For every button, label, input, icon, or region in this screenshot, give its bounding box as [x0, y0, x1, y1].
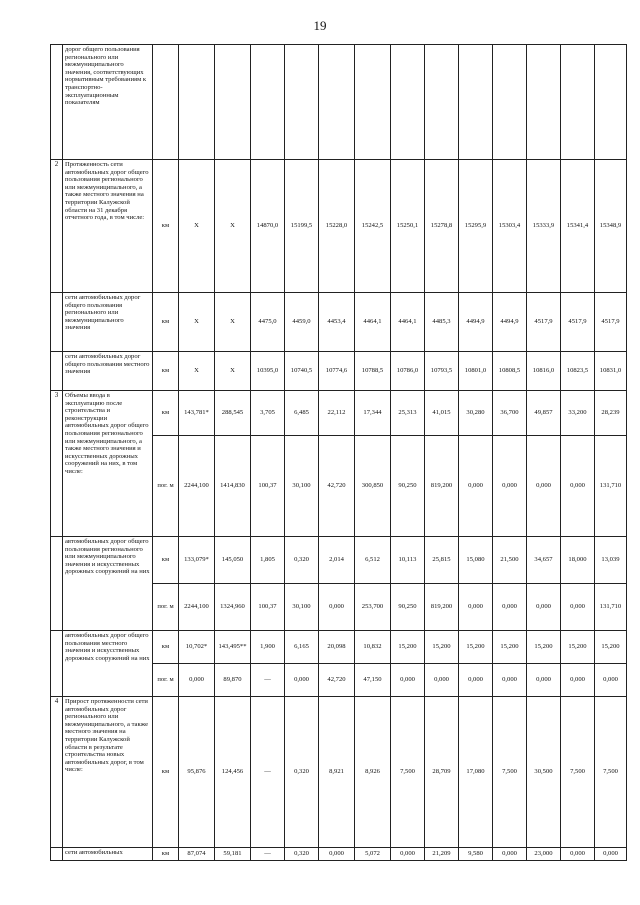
cell-value: Х: [179, 160, 215, 293]
cell-value: 0,000: [391, 664, 425, 697]
indicator-table: [50, 44, 627, 861]
table-row: [51, 352, 627, 391]
cell-value: 100,37: [251, 436, 285, 537]
table-row: [51, 160, 627, 293]
cell-value: 1,805: [251, 537, 285, 584]
cell-value: [179, 45, 215, 160]
cell-value: 0,000: [527, 664, 561, 697]
row-number: [51, 848, 63, 861]
cell-value: 14870,0: [251, 160, 285, 293]
cell-value: [251, 45, 285, 160]
cell-value: [493, 45, 527, 160]
cell-value: 9,580: [459, 848, 493, 861]
cell-value: 8,921: [319, 697, 355, 848]
cell-value: 42,720: [319, 664, 355, 697]
cell-value: 0,320: [285, 848, 319, 861]
row-description: сети автомобильных: [63, 848, 153, 861]
cell-value: 133,079*: [179, 537, 215, 584]
cell-value: 5,072: [355, 848, 391, 861]
cell-value: 10,832: [355, 631, 391, 664]
cell-value: 100,37: [251, 584, 285, 631]
cell-value: 10793,5: [425, 352, 459, 391]
table-row: [51, 391, 627, 436]
cell-value: 95,876: [179, 697, 215, 848]
cell-value: 1414,830: [215, 436, 251, 537]
row-number: [51, 631, 63, 697]
cell-value: 36,700: [493, 391, 527, 436]
cell-value: 300,850: [355, 436, 391, 537]
row-unit: км: [153, 293, 179, 352]
row-number: 2: [51, 160, 63, 293]
cell-value: 15,200: [459, 631, 493, 664]
cell-value: Х: [179, 352, 215, 391]
cell-value: 4475,0: [251, 293, 285, 352]
row-unit: км: [153, 537, 179, 584]
cell-value: 87,074: [179, 848, 215, 861]
cell-value: 10801,0: [459, 352, 493, 391]
cell-value: 25,815: [425, 537, 459, 584]
cell-value: 1,900: [251, 631, 285, 664]
page-number: 19: [313, 18, 327, 33]
cell-value: 25,313: [391, 391, 425, 436]
cell-value: 13,039: [595, 537, 627, 584]
cell-value: 41,015: [425, 391, 459, 436]
cell-value: 42,720: [319, 436, 355, 537]
cell-value: 0,000: [459, 584, 493, 631]
cell-value: 0,000: [493, 436, 527, 537]
cell-value: 10808,5: [493, 352, 527, 391]
row-description: автомобильных дорог общего пользования местного значения и искусственных дорожных сооружений на них: [63, 631, 153, 697]
cell-value: 10823,5: [561, 352, 595, 391]
cell-value: 0,320: [285, 697, 319, 848]
row-description: автомобильных дорог общего пользования регионального или межмуниципального значения и искусственных дорожных сооружений на них: [63, 537, 153, 631]
row-number: 4: [51, 697, 63, 848]
cell-value: 89,870: [215, 664, 251, 697]
cell-value: 143,495**: [215, 631, 251, 664]
table-row: [51, 697, 627, 848]
cell-value: 15333,9: [527, 160, 561, 293]
cell-value: 4453,4: [319, 293, 355, 352]
cell-value: 90,250: [391, 584, 425, 631]
cell-value: —: [251, 848, 285, 861]
cell-value: [459, 45, 493, 160]
cell-value: 10,702*: [179, 631, 215, 664]
cell-value: 47,150: [355, 664, 391, 697]
cell-value: 18,000: [561, 537, 595, 584]
row-unit: пог. м: [153, 436, 179, 537]
row-description: Объемы ввода в эксплуатацию после строительства и реконструкции автомобильных дорог общего пользования регионального или межмуниципального, а также местного значения и искусственных дорожных сооружений на них, в том числе:: [63, 391, 153, 537]
cell-value: 0,000: [595, 664, 627, 697]
cell-value: 20,098: [319, 631, 355, 664]
cell-value: 0,000: [391, 848, 425, 861]
cell-value: 23,000: [527, 848, 561, 861]
cell-value: 22,112: [319, 391, 355, 436]
cell-value: 10395,0: [251, 352, 285, 391]
cell-value: 253,700: [355, 584, 391, 631]
cell-value: 28,239: [595, 391, 627, 436]
cell-value: 0,000: [561, 584, 595, 631]
cell-value: 15303,4: [493, 160, 527, 293]
cell-value: 15278,8: [425, 160, 459, 293]
row-unit: км: [153, 631, 179, 664]
row-unit: км: [153, 391, 179, 436]
cell-value: Х: [215, 352, 251, 391]
cell-value: 4517,9: [595, 293, 627, 352]
cell-value: 4464,1: [391, 293, 425, 352]
cell-value: 0,000: [459, 436, 493, 537]
cell-value: 30,100: [285, 584, 319, 631]
table-row: [51, 848, 627, 861]
cell-value: 4459,0: [285, 293, 319, 352]
cell-value: [561, 45, 595, 160]
row-unit: км: [153, 160, 179, 293]
cell-value: 21,500: [493, 537, 527, 584]
cell-value: 131,710: [595, 436, 627, 537]
cell-value: 15228,0: [319, 160, 355, 293]
cell-value: 15,200: [595, 631, 627, 664]
cell-value: 15199,5: [285, 160, 319, 293]
cell-value: 131,710: [595, 584, 627, 631]
cell-value: [355, 45, 391, 160]
cell-value: 0,000: [561, 848, 595, 861]
row-description: сети автомобильных дорог общего пользования местного значения: [63, 352, 153, 391]
row-unit: пог. м: [153, 664, 179, 697]
cell-value: 0,000: [493, 584, 527, 631]
row-unit: пог. м: [153, 584, 179, 631]
row-description: дорог общего пользования регионального или межмуниципального значения, соответствующих нормативным требованиям к транспортно-эксплуатационным показателям: [63, 45, 153, 160]
cell-value: —: [251, 664, 285, 697]
cell-value: 6,485: [285, 391, 319, 436]
cell-value: 10816,0: [527, 352, 561, 391]
cell-value: [319, 45, 355, 160]
cell-value: 30,100: [285, 436, 319, 537]
table-row: [51, 631, 627, 664]
cell-value: 15341,4: [561, 160, 595, 293]
cell-value: 1324,960: [215, 584, 251, 631]
cell-value: 4517,9: [527, 293, 561, 352]
cell-value: Х: [215, 293, 251, 352]
cell-value: 15250,1: [391, 160, 425, 293]
cell-value: 10831,0: [595, 352, 627, 391]
cell-value: 15,200: [561, 631, 595, 664]
cell-value: 15295,9: [459, 160, 493, 293]
cell-value: 3,705: [251, 391, 285, 436]
cell-value: 7,500: [595, 697, 627, 848]
cell-value: 819,200: [425, 436, 459, 537]
table-row: [51, 45, 627, 160]
cell-value: 0,000: [595, 848, 627, 861]
cell-value: 30,280: [459, 391, 493, 436]
cell-value: 8,926: [355, 697, 391, 848]
cell-value: 145,050: [215, 537, 251, 584]
cell-value: 288,545: [215, 391, 251, 436]
row-description: Прирост протяженности сети автомобильных дорог регионального или межмуниципального, а также местного значения на территории Калужской области в результате строительства новых автомобильных дорог, в том числе:: [63, 697, 153, 848]
cell-value: 0,000: [425, 664, 459, 697]
row-unit: км: [153, 848, 179, 861]
row-number: [51, 537, 63, 631]
cell-value: 10740,5: [285, 352, 319, 391]
row-description: сети автомобильных дорог общего пользования регионального или межмуниципального значения: [63, 293, 153, 352]
cell-value: 0,000: [285, 664, 319, 697]
cell-value: 0,000: [319, 848, 355, 861]
cell-value: 17,080: [459, 697, 493, 848]
row-unit: км: [153, 697, 179, 848]
cell-value: 15,200: [527, 631, 561, 664]
cell-value: 10788,5: [355, 352, 391, 391]
cell-value: 49,857: [527, 391, 561, 436]
cell-value: 2244,100: [179, 584, 215, 631]
cell-value: [595, 45, 627, 160]
cell-value: 4464,1: [355, 293, 391, 352]
table-row: [51, 293, 627, 352]
row-number: [51, 45, 63, 160]
row-description: Протяженность сети автомобильных дорог общего пользования регионального или межмуниципального, а также местного значения на территории Калужской области на 31 декабря отчетного года, в том числе:: [63, 160, 153, 293]
cell-value: 7,500: [391, 697, 425, 848]
cell-value: [425, 45, 459, 160]
cell-value: 2244,100: [179, 436, 215, 537]
cell-value: 0,000: [319, 584, 355, 631]
cell-value: [527, 45, 561, 160]
cell-value: 7,500: [561, 697, 595, 848]
cell-value: 15,080: [459, 537, 493, 584]
cell-value: 28,709: [425, 697, 459, 848]
cell-value: 0,000: [493, 848, 527, 861]
cell-value: 15348,9: [595, 160, 627, 293]
cell-value: 4494,9: [459, 293, 493, 352]
cell-value: 15242,5: [355, 160, 391, 293]
cell-value: 124,456: [215, 697, 251, 848]
cell-value: 30,500: [527, 697, 561, 848]
cell-value: 0,000: [561, 664, 595, 697]
cell-value: 6,165: [285, 631, 319, 664]
cell-value: [391, 45, 425, 160]
cell-value: 0,000: [527, 436, 561, 537]
cell-value: 0,000: [493, 664, 527, 697]
cell-value: [285, 45, 319, 160]
cell-value: 59,181: [215, 848, 251, 861]
cell-value: 4485,3: [425, 293, 459, 352]
cell-value: 15,200: [425, 631, 459, 664]
cell-value: Х: [179, 293, 215, 352]
row-number: 3: [51, 391, 63, 537]
cell-value: 4517,9: [561, 293, 595, 352]
cell-value: 34,657: [527, 537, 561, 584]
cell-value: 15,200: [391, 631, 425, 664]
cell-value: 10786,0: [391, 352, 425, 391]
cell-value: 819,200: [425, 584, 459, 631]
cell-value: 7,500: [493, 697, 527, 848]
cell-value: 6,512: [355, 537, 391, 584]
cell-value: 10774,6: [319, 352, 355, 391]
cell-value: 15,200: [493, 631, 527, 664]
cell-value: 90,250: [391, 436, 425, 537]
cell-value: 4494,9: [493, 293, 527, 352]
row-unit: [153, 45, 179, 160]
row-number: [51, 352, 63, 391]
cell-value: 33,200: [561, 391, 595, 436]
cell-value: 10,113: [391, 537, 425, 584]
cell-value: Х: [215, 160, 251, 293]
cell-value: 0,000: [459, 664, 493, 697]
cell-value: 2,014: [319, 537, 355, 584]
cell-value: —: [251, 697, 285, 848]
table-row: [51, 537, 627, 584]
cell-value: 0,320: [285, 537, 319, 584]
cell-value: 17,344: [355, 391, 391, 436]
cell-value: [215, 45, 251, 160]
cell-value: 143,781*: [179, 391, 215, 436]
cell-value: 0,000: [561, 436, 595, 537]
row-unit: км: [153, 352, 179, 391]
row-number: [51, 293, 63, 352]
cell-value: 0,000: [527, 584, 561, 631]
cell-value: 0,000: [179, 664, 215, 697]
cell-value: 21,209: [425, 848, 459, 861]
